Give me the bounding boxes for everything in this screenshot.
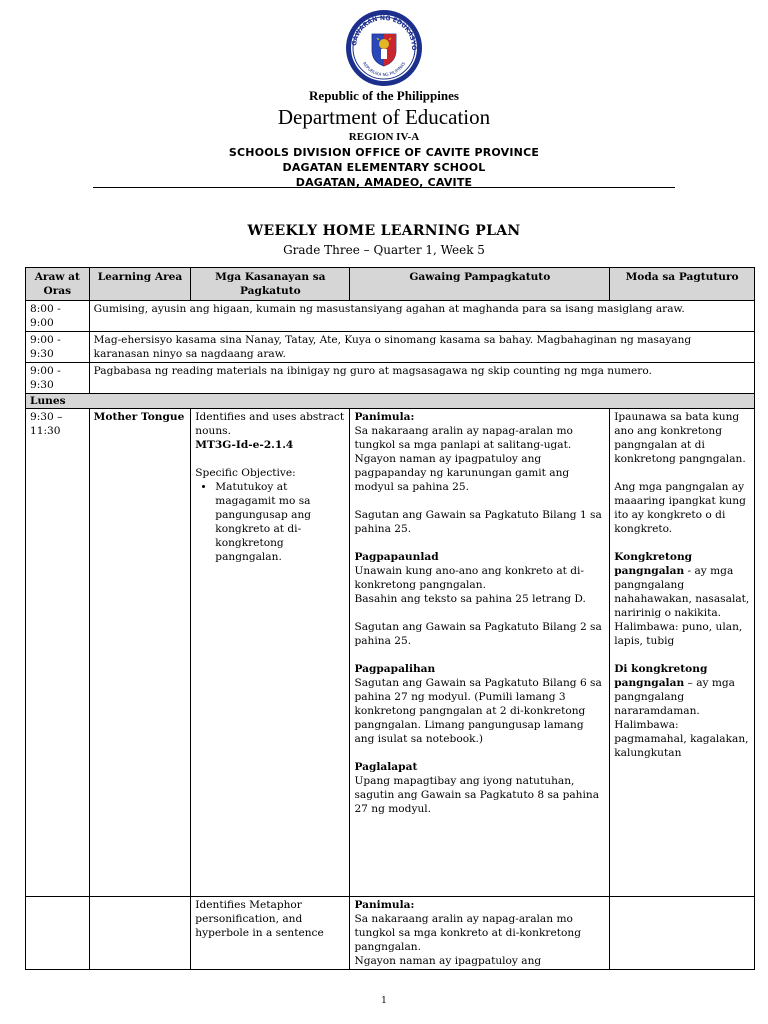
lesson-competency-cell [191, 897, 350, 970]
panimula-text-2: Ngayon naman ay ipagpatuloy ang pagpapanday ng karunungan gamit ang modyul sa pahina 25. [354, 453, 570, 493]
objective-list [195, 480, 345, 564]
kongkreto-title: Kongkretong pangngalan [614, 551, 693, 577]
di-kongkreto-text: – ay mga pangngalang nararamdaman. [614, 677, 735, 717]
lesson-area [89, 897, 191, 970]
kongkreto-text: - ay mga pangngalang nahahawakan, nasasalat, naririnig o nakikita. [614, 565, 750, 619]
deped-seal [344, 8, 424, 88]
panimula-text-1: Sa nakaraang aralin ay napag-aralan mo tungkol sa mga konkreto at di-konkretong pangngalan. [354, 913, 581, 953]
lalapat-text: Upang mapagtibay ang iyong natutuhan, sagutin ang Gawain sa Pagkatuto 8 sa pahina 27 ng modyul. [354, 775, 600, 815]
table-header-row [26, 268, 755, 301]
republic-label: Republic of the Philippines [309, 88, 459, 103]
palihan-title: Pagpapalihan [354, 663, 436, 675]
plan-title: WEEKLY HOME LEARNING PLAN [247, 223, 521, 239]
school-label: DAGATAN ELEMENTARY SCHOOL [282, 161, 486, 174]
page-number: 1 [381, 996, 387, 1006]
panimula-text-2: Ngayon naman ay ipagpatuloy ang [354, 955, 542, 967]
competency-text: Identifies Metaphor personification, and hyperbole in a sentence [195, 899, 324, 939]
palihan-text: Sagutan ang Gawain sa Pagkatuto Bilang 6 sa pahina 27 ng modyul. (Pumili lamang 3 konkretong pangngalan at 2 di-konkretong pangngalan. Limang pangungusap lamang ang isulat sa notebook.) [354, 677, 602, 745]
panimula-title: Panimula: [354, 899, 415, 911]
moda-text-1: Ipaunawa sa bata kung ano ang konkretong pangngalan at di konkretong pangngalan. [614, 411, 746, 465]
department-title: Department of Education [277, 105, 491, 129]
plan-title-block [0, 221, 768, 259]
header-araw: Araw at Oras [26, 268, 90, 301]
kongkreto-definition [614, 550, 750, 620]
panimula-text-1: Sa nakaraang aralin ay napag-aralan mo tungkol sa mga panlapi at salitang-ugat. [354, 425, 573, 451]
objective-item: • Matutukoy at magagamit mo sa pangungusap ang kongkreto at di-kongkretong pangngalan. [215, 480, 345, 564]
routine-text: Gumising, ayusin ang higaan, kumain ng masustansiyang agahan at maghanda para sa isang masiglang araw. [89, 301, 754, 332]
paunlad-text-1: Unawain kung ano-ano ang konkreto at di-konkretong pangngalan. [354, 565, 585, 591]
header-learning-area: Learning Area [89, 268, 191, 301]
plan-subtitle: Grade Three – Quarter 1, Week 5 [283, 243, 485, 257]
di-kongkreto-example: Halimbawa: pagmamahal, kagalakan, kalungkutan [614, 719, 749, 759]
day-row [26, 394, 755, 409]
table-row [26, 332, 755, 363]
routine-text: Mag-ehersisyo kasama sina Nanay, Tatay, Ate, Kuya o sinomang kasama sa bahay. Magbahaginan ng masayang karanasan ninyo sa nagdaang araw. [89, 332, 754, 363]
learning-plan-table [25, 267, 755, 970]
lesson-moda-cell [610, 409, 755, 897]
lesson-activities-cell [350, 409, 610, 897]
lesson-activities-cell [350, 897, 610, 970]
header-kasanayan: Mga Kasanayan sa Pagkatuto [191, 268, 350, 301]
routine-time: 9:00 - 9:30 [26, 332, 90, 363]
panimula-text-3: Sagutan ang Gawain sa Pagkatuto Bilang 1 sa pahina 25. [354, 509, 602, 535]
routine-time: 8:00 - 9:00 [26, 301, 90, 332]
lesson-competency-cell [191, 409, 350, 897]
competency-text: Identifies and uses abstract nouns. [195, 411, 345, 437]
routine-text: Pagbabasa ng reading materials na ibinigay ng guro at magsasagawa ng skip counting ng mga numero. [89, 363, 754, 394]
specific-objective-label: Specific Objective: [195, 467, 296, 479]
lesson-time [26, 897, 90, 970]
paunlad-title: Pagpapaunlad [354, 551, 439, 563]
table-row [26, 301, 755, 332]
lesson-row [26, 897, 755, 970]
seal-bottom-text: REPUBLIKA NG PILIPINAS [361, 60, 407, 78]
table-row [26, 363, 755, 394]
division-label: SCHOOLS DIVISION OFFICE OF CAVITE PROVINCE [228, 146, 540, 159]
di-kongkreto-title: Di kongkretong pangngalan [614, 663, 708, 689]
letterhead [0, 88, 768, 190]
paunlad-text-2: Basahin ang teksto sa pahina 25 letrang D. [354, 593, 586, 605]
routine-time: 9:00 - 9:30 [26, 363, 90, 394]
kongkreto-example: Halimbawa: puno, ulan, lapis, tubig [614, 621, 743, 647]
header-moda: Moda sa Pagtuturo [610, 268, 755, 301]
header-gawain: Gawaing Pampagkatuto [350, 268, 610, 301]
seal-top-text: GAWARAN NG EDUKASYO [351, 14, 418, 51]
competency-code: MT3G-Id-e-2.1.4 [195, 439, 294, 451]
lesson-area: Mother Tongue [89, 409, 191, 897]
lesson-time: 9:30 – 11:30 [26, 409, 90, 897]
di-kongkreto-definition [614, 662, 750, 718]
address-label: DAGATAN, AMADEO, CAVITE [295, 176, 473, 189]
region-label: REGION IV-A [348, 131, 420, 143]
lesson-moda-cell [610, 897, 755, 970]
lalapat-title: Paglalapat [354, 761, 418, 773]
moda-text-2: Ang mga pangngalan ay maaaring ipangkat kung ito ay kongkreto o di kongkreto. [614, 481, 746, 535]
lesson-row [26, 409, 755, 897]
header-divider [93, 187, 675, 188]
deped-seal-icon [344, 8, 424, 88]
paunlad-text-3: Sagutan ang Gawain sa Pagkatuto Bilang 2 sa pahina 25. [354, 621, 602, 647]
panimula-title: Panimula: [354, 411, 415, 423]
day-label: Lunes [26, 394, 755, 409]
